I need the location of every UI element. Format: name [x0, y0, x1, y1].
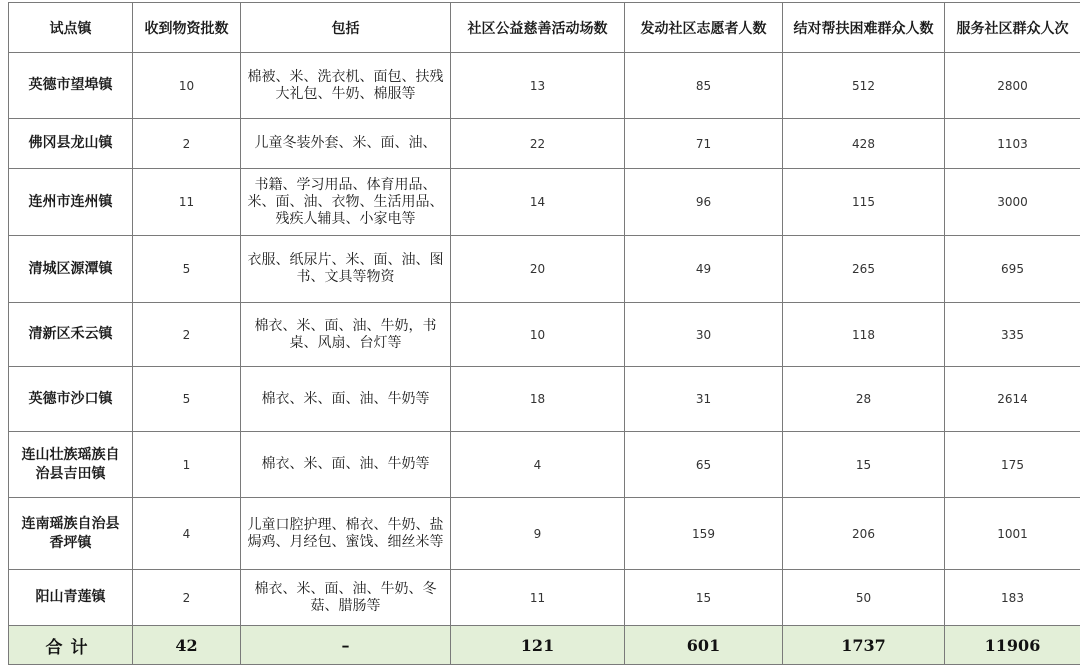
table-row [9, 498, 1080, 570]
assisted-cell: 512 [783, 53, 945, 119]
batches-cell: 5 [133, 367, 241, 432]
header-batches: 收到物资批数 [133, 3, 241, 53]
assisted-cell: 50 [783, 570, 945, 626]
table-row [9, 169, 1080, 236]
table-row [9, 236, 1080, 303]
items-cell: 衣服、纸尿片、米、面、油、图书、文具等物资 [241, 236, 451, 303]
assisted-cell: 28 [783, 367, 945, 432]
table-row [9, 367, 1080, 432]
table-row [9, 119, 1080, 169]
batches-cell: 10 [133, 53, 241, 119]
total-assisted: 1737 [783, 626, 945, 665]
volunteers-cell: 31 [625, 367, 783, 432]
batches-cell: 1 [133, 432, 241, 498]
volunteers-cell: 71 [625, 119, 783, 169]
assisted-cell: 428 [783, 119, 945, 169]
total-volunteers: 601 [625, 626, 783, 665]
items-cell: 棉被、米、洗衣机、面包、扶残大礼包、牛奶、棉服等 [241, 53, 451, 119]
table-row [9, 53, 1080, 119]
town-cell: 清城区源潭镇 [9, 236, 133, 303]
served-cell: 3000 [945, 169, 1080, 236]
header-town: 试点镇 [9, 3, 133, 53]
batches-cell: 2 [133, 303, 241, 367]
assisted-cell: 265 [783, 236, 945, 303]
events-cell: 22 [451, 119, 625, 169]
town-cell: 英德市望埠镇 [9, 53, 133, 119]
assisted-cell: 15 [783, 432, 945, 498]
items-cell: 棉衣、米、面、油、牛奶等 [241, 432, 451, 498]
batches-cell: 11 [133, 169, 241, 236]
events-cell: 9 [451, 498, 625, 570]
header-served: 服务社区群众人次 [945, 3, 1080, 53]
served-cell: 175 [945, 432, 1080, 498]
items-cell: 儿童口腔护理、棉衣、牛奶、盐焗鸡、月经包、蜜饯、细丝米等 [241, 498, 451, 570]
assisted-cell: 206 [783, 498, 945, 570]
table-row [9, 432, 1080, 498]
town-cell: 清新区禾云镇 [9, 303, 133, 367]
volunteers-cell: 96 [625, 169, 783, 236]
header-items: 包括 [241, 3, 451, 53]
town-cell: 佛冈县龙山镇 [9, 119, 133, 169]
town-cell: 连南瑶族自治县香坪镇 [9, 498, 133, 570]
assisted-cell: 118 [783, 303, 945, 367]
total-batches: 42 [133, 626, 241, 665]
items-cell: 儿童冬装外套、米、面、油、 [241, 119, 451, 169]
events-cell: 4 [451, 432, 625, 498]
served-cell: 335 [945, 303, 1080, 367]
pilot-town-summary-table [8, 2, 1080, 665]
volunteers-cell: 85 [625, 53, 783, 119]
town-cell: 阳山青莲镇 [9, 570, 133, 626]
events-cell: 10 [451, 303, 625, 367]
volunteers-cell: 159 [625, 498, 783, 570]
events-cell: 18 [451, 367, 625, 432]
total-events: 121 [451, 626, 625, 665]
batches-cell: 2 [133, 119, 241, 169]
events-cell: 14 [451, 169, 625, 236]
volunteers-cell: 30 [625, 303, 783, 367]
served-cell: 695 [945, 236, 1080, 303]
events-cell: 11 [451, 570, 625, 626]
batches-cell: 5 [133, 236, 241, 303]
town-cell: 连山壮族瑶族自治县吉田镇 [9, 432, 133, 498]
events-cell: 20 [451, 236, 625, 303]
served-cell: 2800 [945, 53, 1080, 119]
table-row [9, 303, 1080, 367]
events-cell: 13 [451, 53, 625, 119]
served-cell: 1103 [945, 119, 1080, 169]
items-cell: 棉衣、米、面、油、牛奶、冬菇、腊肠等 [241, 570, 451, 626]
served-cell: 2614 [945, 367, 1080, 432]
assisted-cell: 115 [783, 169, 945, 236]
table-row [9, 570, 1080, 626]
volunteers-cell: 65 [625, 432, 783, 498]
town-cell: 连州市连州镇 [9, 169, 133, 236]
header-assisted: 结对帮扶困难群众人数 [783, 3, 945, 53]
total-row [9, 626, 1080, 665]
total-label: 合计 [9, 626, 133, 665]
items-cell: 棉衣、米、面、油、牛奶等 [241, 367, 451, 432]
items-cell: 棉衣、米、面、油、牛奶，书桌、风扇、台灯等 [241, 303, 451, 367]
total-served: 11906 [945, 626, 1080, 665]
header-volunteers: 发动社区志愿者人数 [625, 3, 783, 53]
town-cell: 英德市沙口镇 [9, 367, 133, 432]
header-events: 社区公益慈善活动场数 [451, 3, 625, 53]
volunteers-cell: 49 [625, 236, 783, 303]
total-items: – [241, 626, 451, 665]
header-row [9, 3, 1080, 53]
served-cell: 1001 [945, 498, 1080, 570]
volunteers-cell: 15 [625, 570, 783, 626]
items-cell: 书籍、学习用品、体育用品、米、面、油、衣物、生活用品、残疾人辅具、小家电等 [241, 169, 451, 236]
batches-cell: 2 [133, 570, 241, 626]
batches-cell: 4 [133, 498, 241, 570]
served-cell: 183 [945, 570, 1080, 626]
